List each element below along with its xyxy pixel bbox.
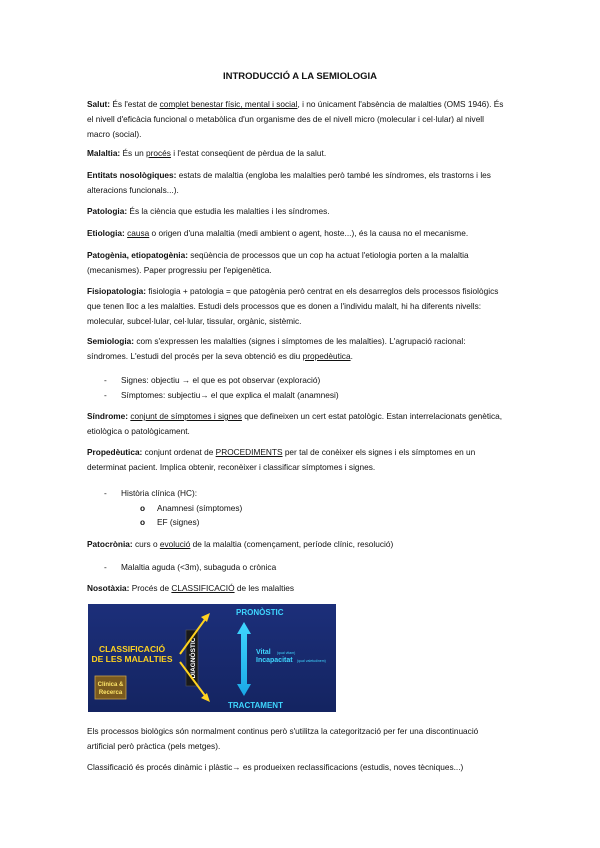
classification-diagram <box>88 604 336 712</box>
text: com s'expressen les malalties (signes i símptomes de les malalties). L'agrupació racional: síndromes. L'estudi del procés per la seva obtenció es diu <box>87 336 466 361</box>
text: És la ciència que estudia les malalties i les síndromes. <box>127 206 330 216</box>
underlined-text: propedèutica <box>302 351 351 361</box>
paragraph-sindrome <box>87 409 507 439</box>
bullet-o: o <box>140 517 146 527</box>
classificacio-label-2: DE LES MALALTIES <box>91 654 173 664</box>
term-salut: Salut: <box>87 99 111 109</box>
text: per tal de conèixer els signes i els símptomes en un determinat pacient. Implica obtenir, reconèixer i classificar símptomes i signes. <box>87 447 476 472</box>
paragraph-fisiopatologia <box>87 284 507 329</box>
paragraph-propedeutica <box>87 445 507 475</box>
paragraph-etiologia <box>87 226 507 241</box>
list-dash: - <box>104 390 107 400</box>
term-sindrome: Síndrome: <box>87 411 129 421</box>
term-entitats: Entitats nosològiques: <box>87 170 177 180</box>
term-fisiopatologia: Fisiopatologia: <box>87 286 146 296</box>
text: de les malalties <box>234 583 295 593</box>
term-nosotaxia: Nosotàxia: <box>87 583 130 593</box>
paragraph-classificacio: Classificació és procés dinàmic i plàstic→ es produeixen reclassificacions (estudis, noves tècniques...) <box>87 762 464 772</box>
term-propedeutica: Propedèutica: <box>87 447 143 457</box>
paragraph-salut <box>87 97 507 142</box>
paragraph-processos: Els processos biològics són normalment continus però s'utilitza la categorització per fer una discontinuació artificial però pràctica (pels metges). <box>87 726 479 751</box>
underlined-text: PROCEDIMENTS <box>215 447 283 457</box>
text: que defineixen un cert estat patològic. Estan interrelacionats genètica, etiològica o patològicament. <box>87 411 503 436</box>
text: curs o <box>132 539 160 549</box>
term-semiologia: Semiologia: <box>87 336 135 346</box>
underlined-text: complet benestar físic, mental i social <box>159 99 298 109</box>
incapacitat-label: Incapacitat <box>256 657 293 664</box>
list-dash: - <box>104 488 107 498</box>
incapacitat-small-label: (qual valetudinem) <box>297 659 326 663</box>
bullet-o: o <box>140 503 146 513</box>
text: conjunt ordenat de <box>142 447 216 457</box>
paragraph-malaltia <box>87 146 507 161</box>
tractament-label: TRACTAMENT <box>228 701 283 710</box>
text: fisiologia + patologia = que patogènia però centrat en els desarreglos dels processos fisiològics que tenen lloc a les malalties. Estudi dels processos que es donen a l'individu malalt, hi ha diferents nivells: molecular, subcel·lular, cel·lular, tissular, orgànic, sistèmic. <box>87 286 499 326</box>
text: Procés de <box>129 583 172 593</box>
underlined-text: CLASSIFICACIÓ <box>171 583 235 593</box>
text: És l'estat de <box>110 99 160 109</box>
diagnostic-label: DIAGNÒSTIC <box>190 637 197 679</box>
clinica-label-1: Clínica & <box>97 682 124 688</box>
paragraph-patogenia <box>87 248 507 278</box>
text: de la malaltia (començament, període clínic, resolució) <box>190 539 394 549</box>
list-dash: - <box>104 562 107 572</box>
vital-small-label: (qual vitam) <box>277 651 296 655</box>
text: seqüència de processos que un cop ha actuat l'etiologia porten a la malaltia (mecanismes). Paper progressiu per l'epigenètica. <box>87 250 469 275</box>
text: i l'estat conseqüent de pèrdua de la salut. <box>170 148 327 158</box>
list-dash: - <box>104 375 107 385</box>
list-item: Signes: objectiu → el que es pot observar (exploració) <box>121 375 321 385</box>
vital-label: Vital <box>256 649 271 656</box>
list-item: Símptomes: subjectiu→ el que explica el malalt (anamnesi) <box>121 390 339 400</box>
underlined-text: conjunt de símptomes i signes <box>130 411 242 421</box>
term-etiologia: Etiologia: <box>87 228 125 238</box>
sub-list-item: Anamnesi (símptomes) <box>157 503 243 513</box>
term-patocronia: Patocrònia: <box>87 539 133 549</box>
paragraph-nosotaxia <box>87 581 507 596</box>
paragraph-patologia <box>87 204 507 219</box>
underlined-text: procés <box>146 148 171 158</box>
underlined-text: causa <box>127 228 150 238</box>
text: . <box>350 351 353 361</box>
underlined-text: evolució <box>159 539 191 549</box>
term-patologia: Patologia: <box>87 206 128 216</box>
paragraph-entitats <box>87 168 507 198</box>
pronostic-label: PRONÒSTIC <box>236 608 284 617</box>
classificacio-label-1: CLASSIFICACIÓ <box>98 644 166 654</box>
paragraph-patocronia <box>87 537 507 552</box>
term-patogenia: Patogènia, etiopatogènia: <box>87 250 188 260</box>
paragraph-semiologia <box>87 334 507 364</box>
text: És un <box>120 148 147 158</box>
clinica-label-2: Recerca <box>98 690 123 696</box>
sub-list-item: EF (signes) <box>157 517 200 527</box>
term-malaltia: Malaltia: <box>87 148 121 158</box>
text: , i no únicament l'absència de malalties (OMS 1946). És el nivell d'eficàcia funcional o metabòlica d'un organisme des de el nivell micro (molecular i cel·lular) al nivell macro (social). <box>87 99 504 139</box>
text: o origen d'una malaltia (medi ambient o agent, hoste...), és la causa no el mecanisme. <box>149 228 469 238</box>
list-item: Malaltia aguda (<3m), subaguda o crònica <box>121 562 277 572</box>
text: estats de malaltia (engloba les malalties però també les síndromes, els trastorns i les alteracions funcionals...). <box>87 170 491 195</box>
list-item: Història clínica (HC): <box>121 488 198 498</box>
page-title: INTRODUCCIÓ A LA SEMIOLOGIA <box>222 71 378 82</box>
